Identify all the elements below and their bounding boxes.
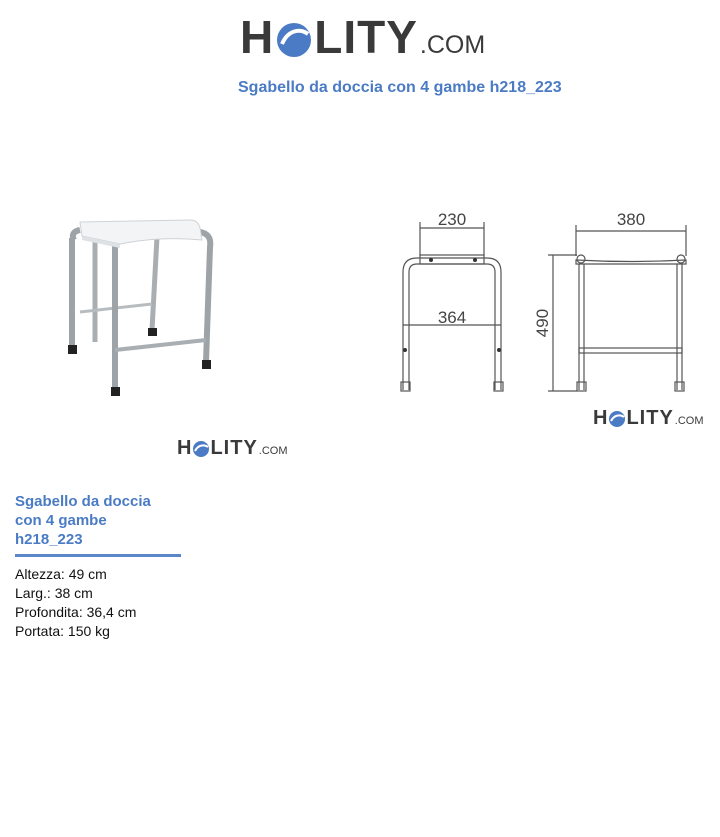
- spec-width: Larg.: 38 cm: [15, 585, 93, 601]
- logo-tld: .COM: [674, 415, 704, 427]
- dim-front-base: 364: [437, 308, 467, 327]
- logo-brand-start: H: [593, 407, 609, 429]
- dim-side-top: 380: [616, 210, 646, 229]
- front-view: [401, 222, 503, 391]
- o-circle-logo-icon: [608, 408, 626, 428]
- logo-tld: .COM: [258, 445, 288, 457]
- stool-photo: [60, 212, 220, 402]
- holity-logo[interactable]: [240, 11, 486, 63]
- holity-logo-small-left: [177, 438, 288, 458]
- holity-logo-small-right: [593, 408, 704, 428]
- spec-capacity: Portata: 150 kg: [15, 623, 110, 639]
- logo-tld: .COM: [419, 31, 486, 59]
- product-title-line: h218_223: [15, 531, 83, 548]
- o-circle-logo-icon: [274, 16, 314, 60]
- title-divider: [15, 554, 181, 557]
- logo-brand-end: LITY: [314, 11, 418, 63]
- dim-front-top: 230: [437, 210, 467, 229]
- product-title-line: con 4 gambe: [15, 512, 107, 529]
- spec-depth: Profondita: 36,4 cm: [15, 604, 137, 620]
- technical-drawing: [393, 200, 693, 400]
- side-view: [548, 225, 686, 391]
- product-title: [15, 492, 180, 549]
- page-title: Sgabello da doccia con 4 gambe h218_223: [238, 79, 562, 96]
- logo-brand-end: LITY: [210, 437, 258, 459]
- logo-brand-start: H: [240, 11, 275, 63]
- o-circle-logo-icon: [192, 438, 210, 458]
- spec-list: [15, 565, 136, 641]
- spec-height: Altezza: 49 cm: [15, 566, 107, 582]
- logo-brand-end: LITY: [626, 407, 674, 429]
- product-title-line: Sgabello da doccia: [15, 493, 151, 510]
- dim-height: 490: [533, 308, 552, 338]
- logo-brand-start: H: [177, 437, 193, 459]
